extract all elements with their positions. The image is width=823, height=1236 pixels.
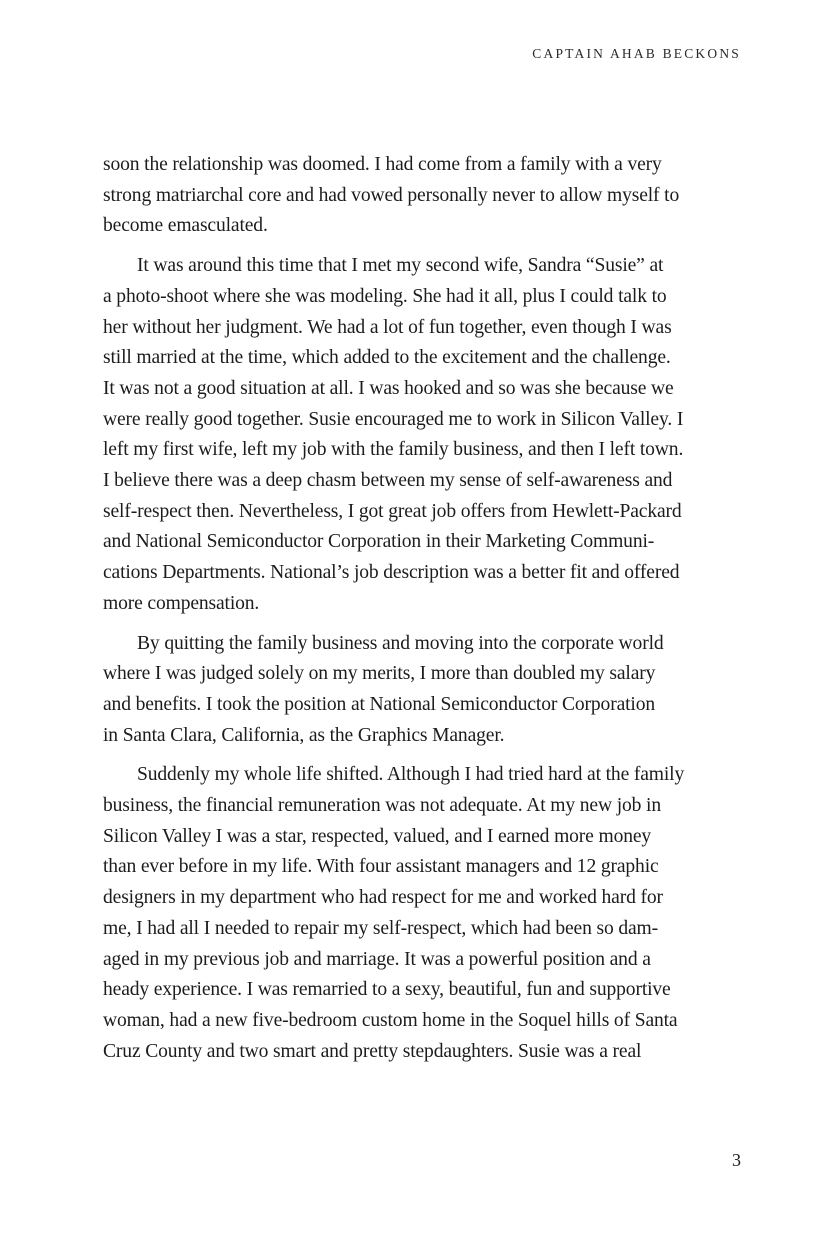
text-line: aged in my previous job and marriage. It was a powerful position and a: [103, 948, 651, 970]
text-line: I believe there was a deep chasm between my sense of self-awareness and: [103, 470, 673, 492]
text-line: Silicon Valley I was a star, respected, valued, and I earned more money: [103, 825, 652, 847]
text-line: Cruz County and two smart and pretty stepdaughters. Susie was a real: [103, 1040, 642, 1062]
text-line: soon the relationship was doomed. I had come from a family with a very: [103, 154, 662, 175]
text-line: designers in my department who had respect for me and worked hard for: [103, 887, 663, 909]
text-line: It was around this time that I met my second wife, Sandra “Susie” at: [137, 255, 664, 277]
text-line: still married at the time, which added to the excitement and the challenge.: [103, 347, 671, 369]
text-line: It was not a good situation at all. I was hooked and so was she because we: [103, 377, 674, 399]
text-line: Suddenly my whole life shifted. Although I had tried hard at the family: [137, 764, 685, 786]
paragraph: [103, 251, 740, 619]
paragraph: [103, 629, 740, 752]
text-line: become emasculated.: [103, 215, 268, 237]
text-line: her without her judgment. We had a lot of fun together, even though I was: [103, 316, 672, 338]
text-line: By quitting the family business and moving into the corporate world: [137, 632, 664, 654]
text-line: where I was judged solely on my merits, I more than doubled my salary: [103, 663, 656, 685]
paragraph: [103, 150, 740, 242]
body-text: [103, 150, 740, 1076]
text-line: business, the financial remuneration was not adequate. At my new job in: [103, 795, 661, 817]
text-line: strong matriarchal core and had vowed personally never to allow myself to: [103, 184, 680, 206]
running-head: CAPTAIN AHAB BECKONS: [532, 46, 741, 61]
text-line: were really good together. Susie encouraged me to work in Silicon Valley. I: [103, 408, 684, 430]
text-line: and benefits. I took the position at National Semiconductor Corporation: [103, 693, 656, 715]
text-line: cations Departments. National’s job description was a better fit and offered: [103, 562, 680, 584]
text-line: in Santa Clara, California, as the Graphics Manager.: [103, 724, 505, 746]
text-line: self-respect then. Nevertheless, I got great job offers from Hewlett-Packard: [103, 500, 682, 522]
text-line: woman, had a new five-bedroom custom home in the Soquel hills of Santa: [103, 1009, 678, 1031]
text-line: heady experience. I was remarried to a sexy, beautiful, fun and supportive: [103, 979, 671, 1001]
text-line: me, I had all I needed to repair my self-respect, which had been so dam-: [103, 917, 659, 939]
page-number: 3: [732, 1150, 741, 1170]
text-line: more compensation.: [103, 592, 260, 614]
text-line: than ever before in my life. With four assistant managers and 12 graphic: [103, 856, 659, 878]
text-line: left my first wife, left my job with the family business, and then I left town.: [103, 439, 684, 461]
paragraph: [103, 760, 740, 1067]
text-line: and National Semiconductor Corporation in their Marketing Communi-: [103, 531, 655, 553]
text-line: a photo-shoot where she was modeling. She had it all, plus I could talk to: [103, 285, 667, 307]
